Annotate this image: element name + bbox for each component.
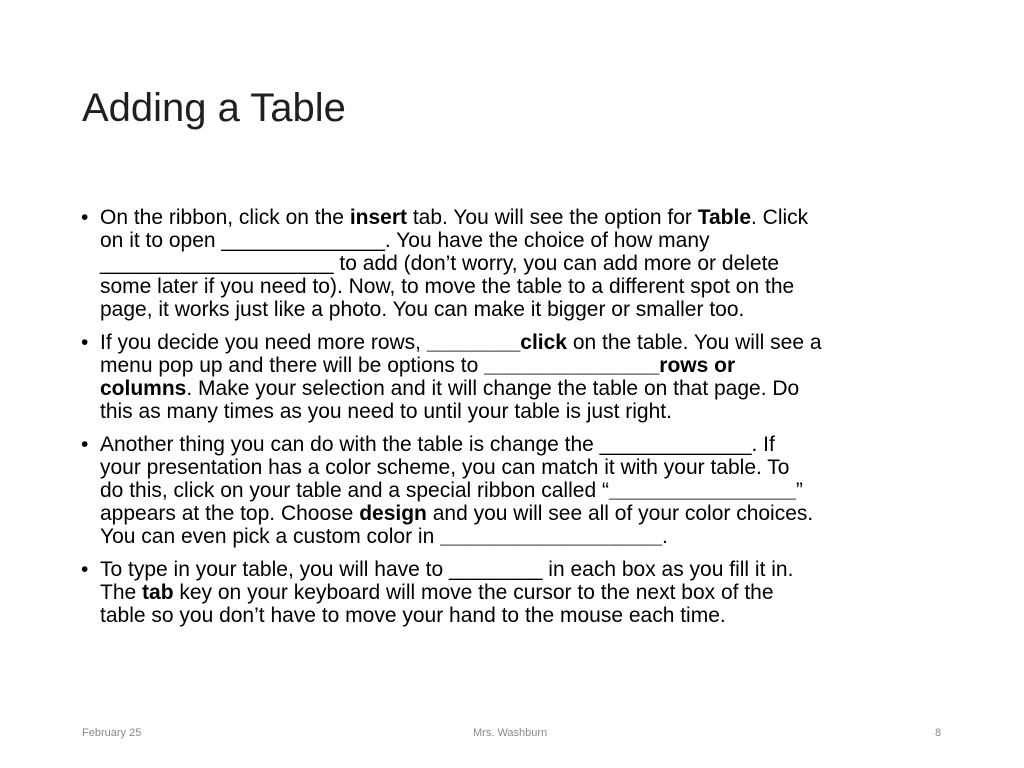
bullet-dot-icon: • xyxy=(81,433,89,456)
bullet-line: To type in your table, you will have to ________ in each box as you fill it in. xyxy=(100,558,794,581)
bullet-line: On the ribbon, click on the insert tab. You will see the option for Table. Click xyxy=(100,206,809,229)
bullet-item xyxy=(78,433,958,548)
footer-date: February 25 xyxy=(82,727,142,739)
bullet-dot-icon: • xyxy=(81,206,89,229)
bullet-line: ____________________ to add (don’t worry, you can add more or delete xyxy=(100,252,780,275)
bullet-dot-icon: • xyxy=(81,331,89,354)
bullet-dot-icon: • xyxy=(81,558,89,581)
bullet-item xyxy=(78,331,958,423)
bullet-line: If you decide you need more rows, ________click on the table. You will see a xyxy=(100,331,822,354)
footer-page-number: 8 xyxy=(935,727,942,739)
bullet-line: on it to open ______________. You have the choice of how many xyxy=(100,229,710,252)
bullet-line: appears at the top. Choose design and you will see all of your color choices. xyxy=(100,502,814,525)
bullet-line: do this, click on your table and a special ribbon called “________________” xyxy=(100,479,803,502)
bullet-line: your presentation has a color scheme, you can match it with your table. To xyxy=(100,456,790,479)
bullet-line: columns. Make your selection and it will change the table on that page. Do xyxy=(100,377,800,400)
bullet-item xyxy=(78,558,958,627)
bullet-line: menu pop up and there will be options to _______________rows or xyxy=(100,354,736,377)
bullet-line: Another thing you can do with the table is change the _____________. If xyxy=(100,433,775,456)
bullet-item xyxy=(78,206,958,321)
footer-author: Mrs. Washburn xyxy=(473,727,548,739)
bullet-line: table so you don’t have to move your hand to the mouse each time. xyxy=(100,604,726,627)
bullet-line: this as many times as you need to until your table is just right. xyxy=(100,400,672,423)
bullet-line: some later if you need to). Now, to move the table to a different spot on the xyxy=(100,275,795,298)
bullet-line: The tab key on your keyboard will move the cursor to the next box of the xyxy=(100,581,774,604)
bullet-line: page, it works just like a photo. You can make it bigger or smaller too. xyxy=(100,298,745,321)
slide-title: Adding a Table xyxy=(82,86,346,130)
bullet-line: You can even pick a custom color in ___________________. xyxy=(100,525,668,548)
slide-content xyxy=(78,206,958,637)
